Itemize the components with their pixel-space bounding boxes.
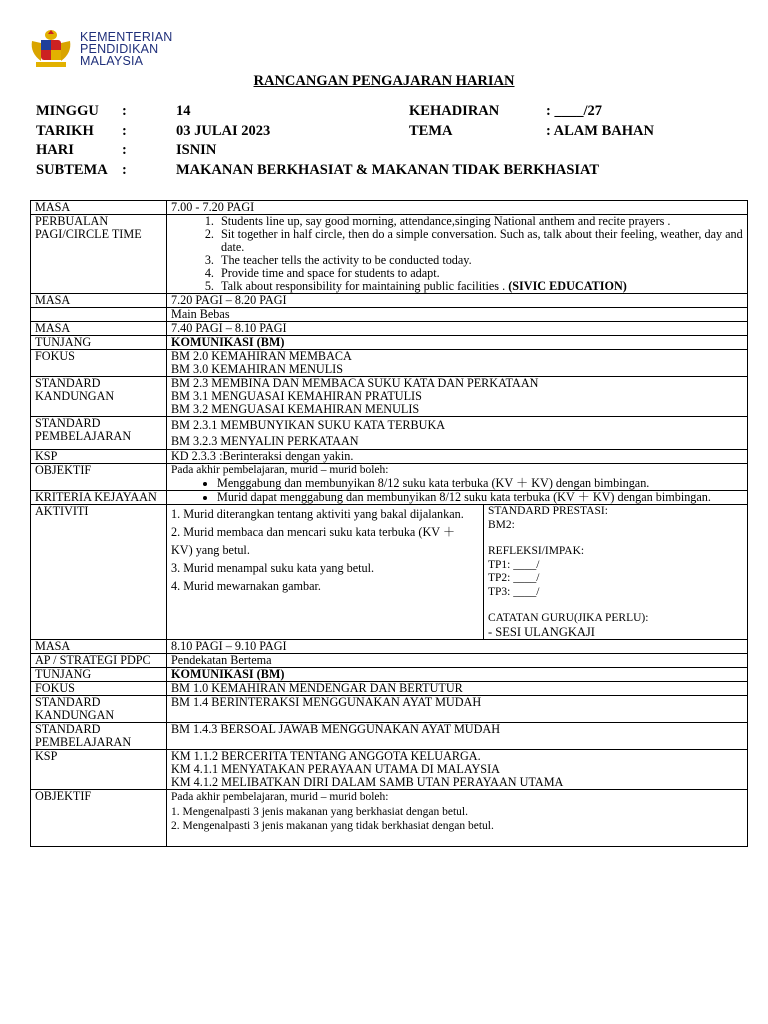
row-value: BM 1.4.3 BERSOAL JAWAB MENGGUNAKAN AYAT MUDAH xyxy=(167,723,748,750)
aktiviti-step: 4. Murid mewarnakan gambar. xyxy=(171,579,321,593)
row-label: FOKUS xyxy=(31,682,167,696)
tp2-field: TP2: ____/ xyxy=(488,572,540,584)
row-value: Pendekatan Bertema xyxy=(167,654,748,668)
sivic-label: (SIVIC EDUCATION) xyxy=(508,279,627,293)
row-value xyxy=(167,790,748,847)
sesi-note: - SESI ULANGKAJI xyxy=(488,624,595,639)
objektif-line: 1. Mengenalpasti 3 jenis makanan yang berkhasiat dengan betul. xyxy=(171,805,468,818)
row-label: STANDARD PEMBELAJARAN xyxy=(31,723,167,750)
sp-line: BM 2.3.1 MEMBUNYIKAN SUKU KATA TERBUKA xyxy=(171,418,446,432)
catatan-label: CATATAN GURU(JIKA PERLU): xyxy=(488,612,649,624)
row-value: 7.20 PAGI – 8.20 PAGI xyxy=(167,294,748,308)
table-row xyxy=(31,417,748,450)
row-label: STANDARD KANDUNGAN xyxy=(31,696,167,723)
row-label: MASA xyxy=(31,322,167,336)
subtema-value: MAKANAN BERKHASIAT & MAKANAN TIDAK BERKHASIAT xyxy=(176,161,600,178)
tarikh-label: TARIKH xyxy=(36,122,94,139)
colon: : xyxy=(122,103,127,119)
document-title: RANCANGAN PENGAJARAN HARIAN xyxy=(253,73,515,89)
row-label: KSP xyxy=(31,750,167,790)
colon: : xyxy=(122,142,127,158)
row-label: KSP xyxy=(31,450,167,464)
table-row xyxy=(31,696,748,723)
objektif-intro: Pada akhir pembelajaran, murid – murid boleh: xyxy=(171,464,389,476)
row-value xyxy=(167,491,748,505)
table-row xyxy=(31,723,748,750)
aktiviti-step: 2. Murid membaca dan mencari suku kata terbuka (KV ＋ KV) yang betul. xyxy=(171,525,456,557)
row-label: STANDARD PEMBELAJARAN xyxy=(31,417,167,450)
table-row xyxy=(31,790,748,847)
coat-of-arms-icon xyxy=(28,27,74,71)
tp3-field: TP3: ____/ xyxy=(488,585,540,598)
logo-line-3: MALAYSIA xyxy=(80,54,144,68)
fokus-line: BM 3.0 KEMAHIRAN MENULIS xyxy=(171,362,343,376)
list-item-text: Talk about responsibility for maintaining public facilities . xyxy=(221,279,506,293)
row-value xyxy=(167,350,748,377)
row-value xyxy=(167,505,748,640)
row-value: Main Bebas xyxy=(167,308,748,322)
list-item: 1. Students line up, say good morning, attendance,singing National anthem and recite prayers . xyxy=(217,215,743,228)
objektif-intro: Pada akhir pembelajaran, murid – murid boleh: xyxy=(171,791,389,803)
fokus-line: BM 2.0 KEMAHIRAN MEMBACA xyxy=(171,349,352,363)
row-label: TUNJANG xyxy=(31,668,167,682)
standard-prestasi xyxy=(484,505,748,639)
tema-label: TEMA xyxy=(409,122,453,139)
hari-label: HARI xyxy=(36,142,74,158)
row-value: BM 1.0 KEMAHIRAN MENDENGAR DAN BERTUTUR xyxy=(167,682,748,696)
logo-line-2: PENDIDIKAN xyxy=(80,42,159,56)
logo-line-1: KEMENTERIAN xyxy=(80,30,173,44)
table-row xyxy=(31,336,748,350)
row-label: STANDARD KANDUNGAN xyxy=(31,377,167,417)
row-label: FOKUS xyxy=(31,350,167,377)
row-value: 8.10 PAGI – 9.10 PAGI xyxy=(167,640,748,654)
ksp-line: KM 1.1.2 BERCERITA TENTANG ANGGOTA KELUARGA. xyxy=(171,749,481,763)
row-value: KOMUNIKASI (BM) xyxy=(167,336,748,350)
kehadiran-value: : ____/27 xyxy=(546,103,602,119)
tarikh-value: 03 JULAI 2023 xyxy=(176,122,271,139)
header-info xyxy=(36,103,736,181)
table-row xyxy=(31,350,748,377)
aktiviti-step: 1. Murid diterangkan tentang aktiviti yang bakal dijalankan. xyxy=(171,507,464,521)
colon: : xyxy=(122,122,127,139)
refleksi-label: REFLEKSI/IMPAK: xyxy=(488,545,585,557)
row-label: AKTIVITI xyxy=(31,505,167,640)
row-label: OBJEKTIF xyxy=(31,464,167,491)
sp-line: BM 3.2.3 MENYALIN PERKATAAN xyxy=(171,434,359,448)
table-row xyxy=(31,640,748,654)
row-label: OBJEKTIF xyxy=(31,790,167,847)
sp-title: STANDARD PRESTASI: xyxy=(488,505,608,517)
table-row xyxy=(31,654,748,668)
subtema-label: SUBTEMA xyxy=(36,161,108,178)
colon: : xyxy=(122,161,127,178)
row-value: 7.40 PAGI – 8.10 PAGI xyxy=(167,322,748,336)
ministry-logo xyxy=(28,26,173,72)
row-label: TUNJANG xyxy=(31,336,167,350)
table-row xyxy=(31,491,748,505)
table-row xyxy=(31,294,748,308)
table-row xyxy=(31,682,748,696)
table-row xyxy=(31,322,748,336)
row-label xyxy=(31,308,167,322)
sk-line: BM 2.3 MEMBINA DAN MEMBACA SUKU KATA DAN PERKATAAN xyxy=(171,376,539,390)
row-label: PERBUALAN PAGI/CIRCLE TIME xyxy=(31,215,167,294)
sk-line: BM 3.2 MENGUASAI KEMAHIRAN MENULIS xyxy=(171,402,420,416)
table-row xyxy=(31,450,748,464)
circle-time-list xyxy=(167,215,748,294)
minggu-value: 14 xyxy=(176,103,191,119)
kehadiran-label: KEHADIRAN xyxy=(409,103,500,119)
table-row xyxy=(31,668,748,682)
objektif-line: 2. Mengenalpasti 3 jenis makanan yang tidak berkhasiat dengan betul. xyxy=(171,820,494,832)
sp-bm: BM2: xyxy=(488,518,515,531)
row-value: BM 1.4 BERINTERAKSI MENGGUNAKAN AYAT MUDAH xyxy=(167,696,748,723)
list-item: • Menggabung dan membunyikan 8/12 suku kata terbuka (KV ＋ KV) dengan bimbingan. xyxy=(217,477,743,490)
list-item: 4. Provide time and space for students to adapt. xyxy=(217,267,743,280)
minggu-label: MINGGU xyxy=(36,103,99,119)
aktiviti-inner-table xyxy=(167,505,747,639)
row-label: MASA xyxy=(31,201,167,215)
row-value: KD 2.3.3 :Berinteraksi dengan yakin. xyxy=(167,450,748,464)
row-label: AP / STRATEGI PDPC xyxy=(31,654,167,668)
tema-value: : ALAM BAHAN xyxy=(546,122,654,139)
hari-value: ISNIN xyxy=(176,142,217,158)
row-label: KRITERIA KEJAYAAN xyxy=(31,491,167,505)
aktiviti-step: 3. Murid menampal suku kata yang betul. xyxy=(171,561,375,575)
table-row xyxy=(31,377,748,417)
row-value xyxy=(167,464,748,491)
table-row xyxy=(31,464,748,491)
row-value: 7.00 - 7.20 PAGI xyxy=(167,201,748,215)
table-row xyxy=(31,201,748,215)
list-item: 2. Sit together in half circle, then do a simple conversation. Such as, talk about their feeling, weather, day and date. xyxy=(217,228,743,254)
table-row xyxy=(31,750,748,790)
table-row xyxy=(31,308,748,322)
row-value: KOMUNIKASI (BM) xyxy=(167,668,748,682)
table-row xyxy=(31,215,748,294)
row-value xyxy=(167,750,748,790)
row-label: MASA xyxy=(31,294,167,308)
list-item xyxy=(217,280,743,293)
lesson-plan-table xyxy=(30,200,748,847)
sk-line: BM 3.1 MENGUASAI KEMAHIRAN PRATULIS xyxy=(171,389,422,403)
row-label: MASA xyxy=(31,640,167,654)
ksp-line: KM 4.1.2 MELIBATKAN DIRI DALAM SAMB UTAN PERAYAAN UTAMA xyxy=(171,775,564,789)
tp1-field: TP1: ____/ xyxy=(488,558,540,571)
ksp-line: KM 4.1.1 MENYATAKAN PERAYAAN UTAMA DI MALAYSIA xyxy=(171,762,500,776)
list-item: 3. The teacher tells the activity to be conducted today. xyxy=(217,254,743,267)
row-value xyxy=(167,417,748,450)
list-item: • Murid dapat menggabung dan membunyikan 8/12 suku kata terbuka (KV ＋ KV) dengan bimbingan. xyxy=(217,491,743,504)
row-value xyxy=(167,377,748,417)
table-row xyxy=(31,505,748,640)
aktiviti-steps xyxy=(167,505,484,639)
